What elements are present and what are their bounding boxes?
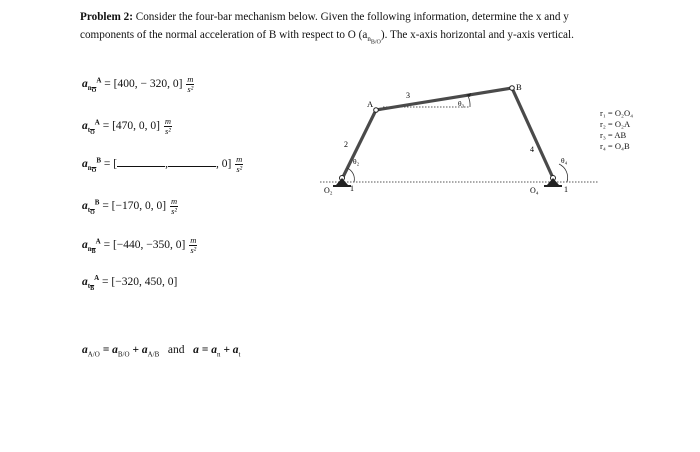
legend-r1: r₁ = O₂O₄ (600, 108, 634, 118)
label-theta2: θ₂ (353, 157, 360, 166)
label-link-2: 2 (344, 140, 348, 149)
problem-label: Problem 2: (80, 11, 133, 23)
label-theta4: θ₄ (561, 156, 568, 165)
ground-pivot-O2 (333, 176, 351, 187)
label-link-1: 1 (350, 184, 354, 193)
label-theta3: θ₃ (458, 99, 465, 108)
problem-text-end: ). The x-axis horizontal and y-axis vertical. (380, 29, 574, 41)
legend-r4: r₄ = O₄B (600, 141, 630, 151)
joint-A (374, 108, 379, 113)
equation-a-A-nO: $a_{n\overline{O}}^A = [400$, − 320, 0] $\frac{m}{\text{s²}}$ (82, 74, 194, 95)
label-link-4: 4 (530, 145, 534, 154)
legend-r3: r₃ = AB (600, 130, 627, 140)
problem-statement: Problem 2: Consider the four-bar mechanism below. Given the following information, determine the x and y components of the normal acceleration of B with respect to O $(a_{n_{B/O}})$. The x-axis horizontal and y-axis vertical. (80, 11, 574, 46)
link-4 (512, 88, 553, 178)
ground-pivot-O4 (544, 176, 562, 187)
label-B: B (516, 82, 522, 92)
label-O4: O₄ (530, 186, 539, 195)
equation-a-A-nB: $a_{n\overline{B}}^A = [-440$, −350, 0] $\frac{m}{\text{s²}}$ (82, 235, 197, 256)
legend-r2: r₂ = O₂A (600, 119, 631, 129)
equation-a-B-tO: $a_{t\overline{O}}^B = [-170$, 0, 0] $\frac{m}{\text{s²}}$ (82, 196, 178, 217)
relative-acceleration-equation: $a_{A/O} = a_{B/O} + a_{A/B}$ and $a = a_n + a_t$ (82, 344, 241, 359)
label-link-3: 3 (406, 91, 410, 100)
equation-a-A-tO: $a_{t\overline{O}}^A = [470$, 0, 0] $\frac{m}{\text{s²}}$ (82, 116, 171, 137)
theta3-arc (468, 96, 470, 107)
label-A: A (367, 99, 374, 109)
equation-a-B-nO: $a_{n\overline{O}}^B$ = [ , , 0] $\frac{m}{\text{s²}}$ (82, 154, 243, 175)
label-O2: O₂ (324, 186, 333, 195)
label-link-1b: 1 (564, 185, 568, 194)
problem-text: Consider the four-bar mechanism below. Given the following information, determine the x and y components of the normal acceleration of B with respect to O (a (80, 11, 569, 41)
theta4-arc (559, 164, 568, 182)
joint-B (510, 86, 515, 91)
equation-a-A-tB: $a_{t\overline{B}}^A = [-320$, 450, 0] (82, 274, 178, 292)
vector-definitions-legend (600, 108, 633, 152)
